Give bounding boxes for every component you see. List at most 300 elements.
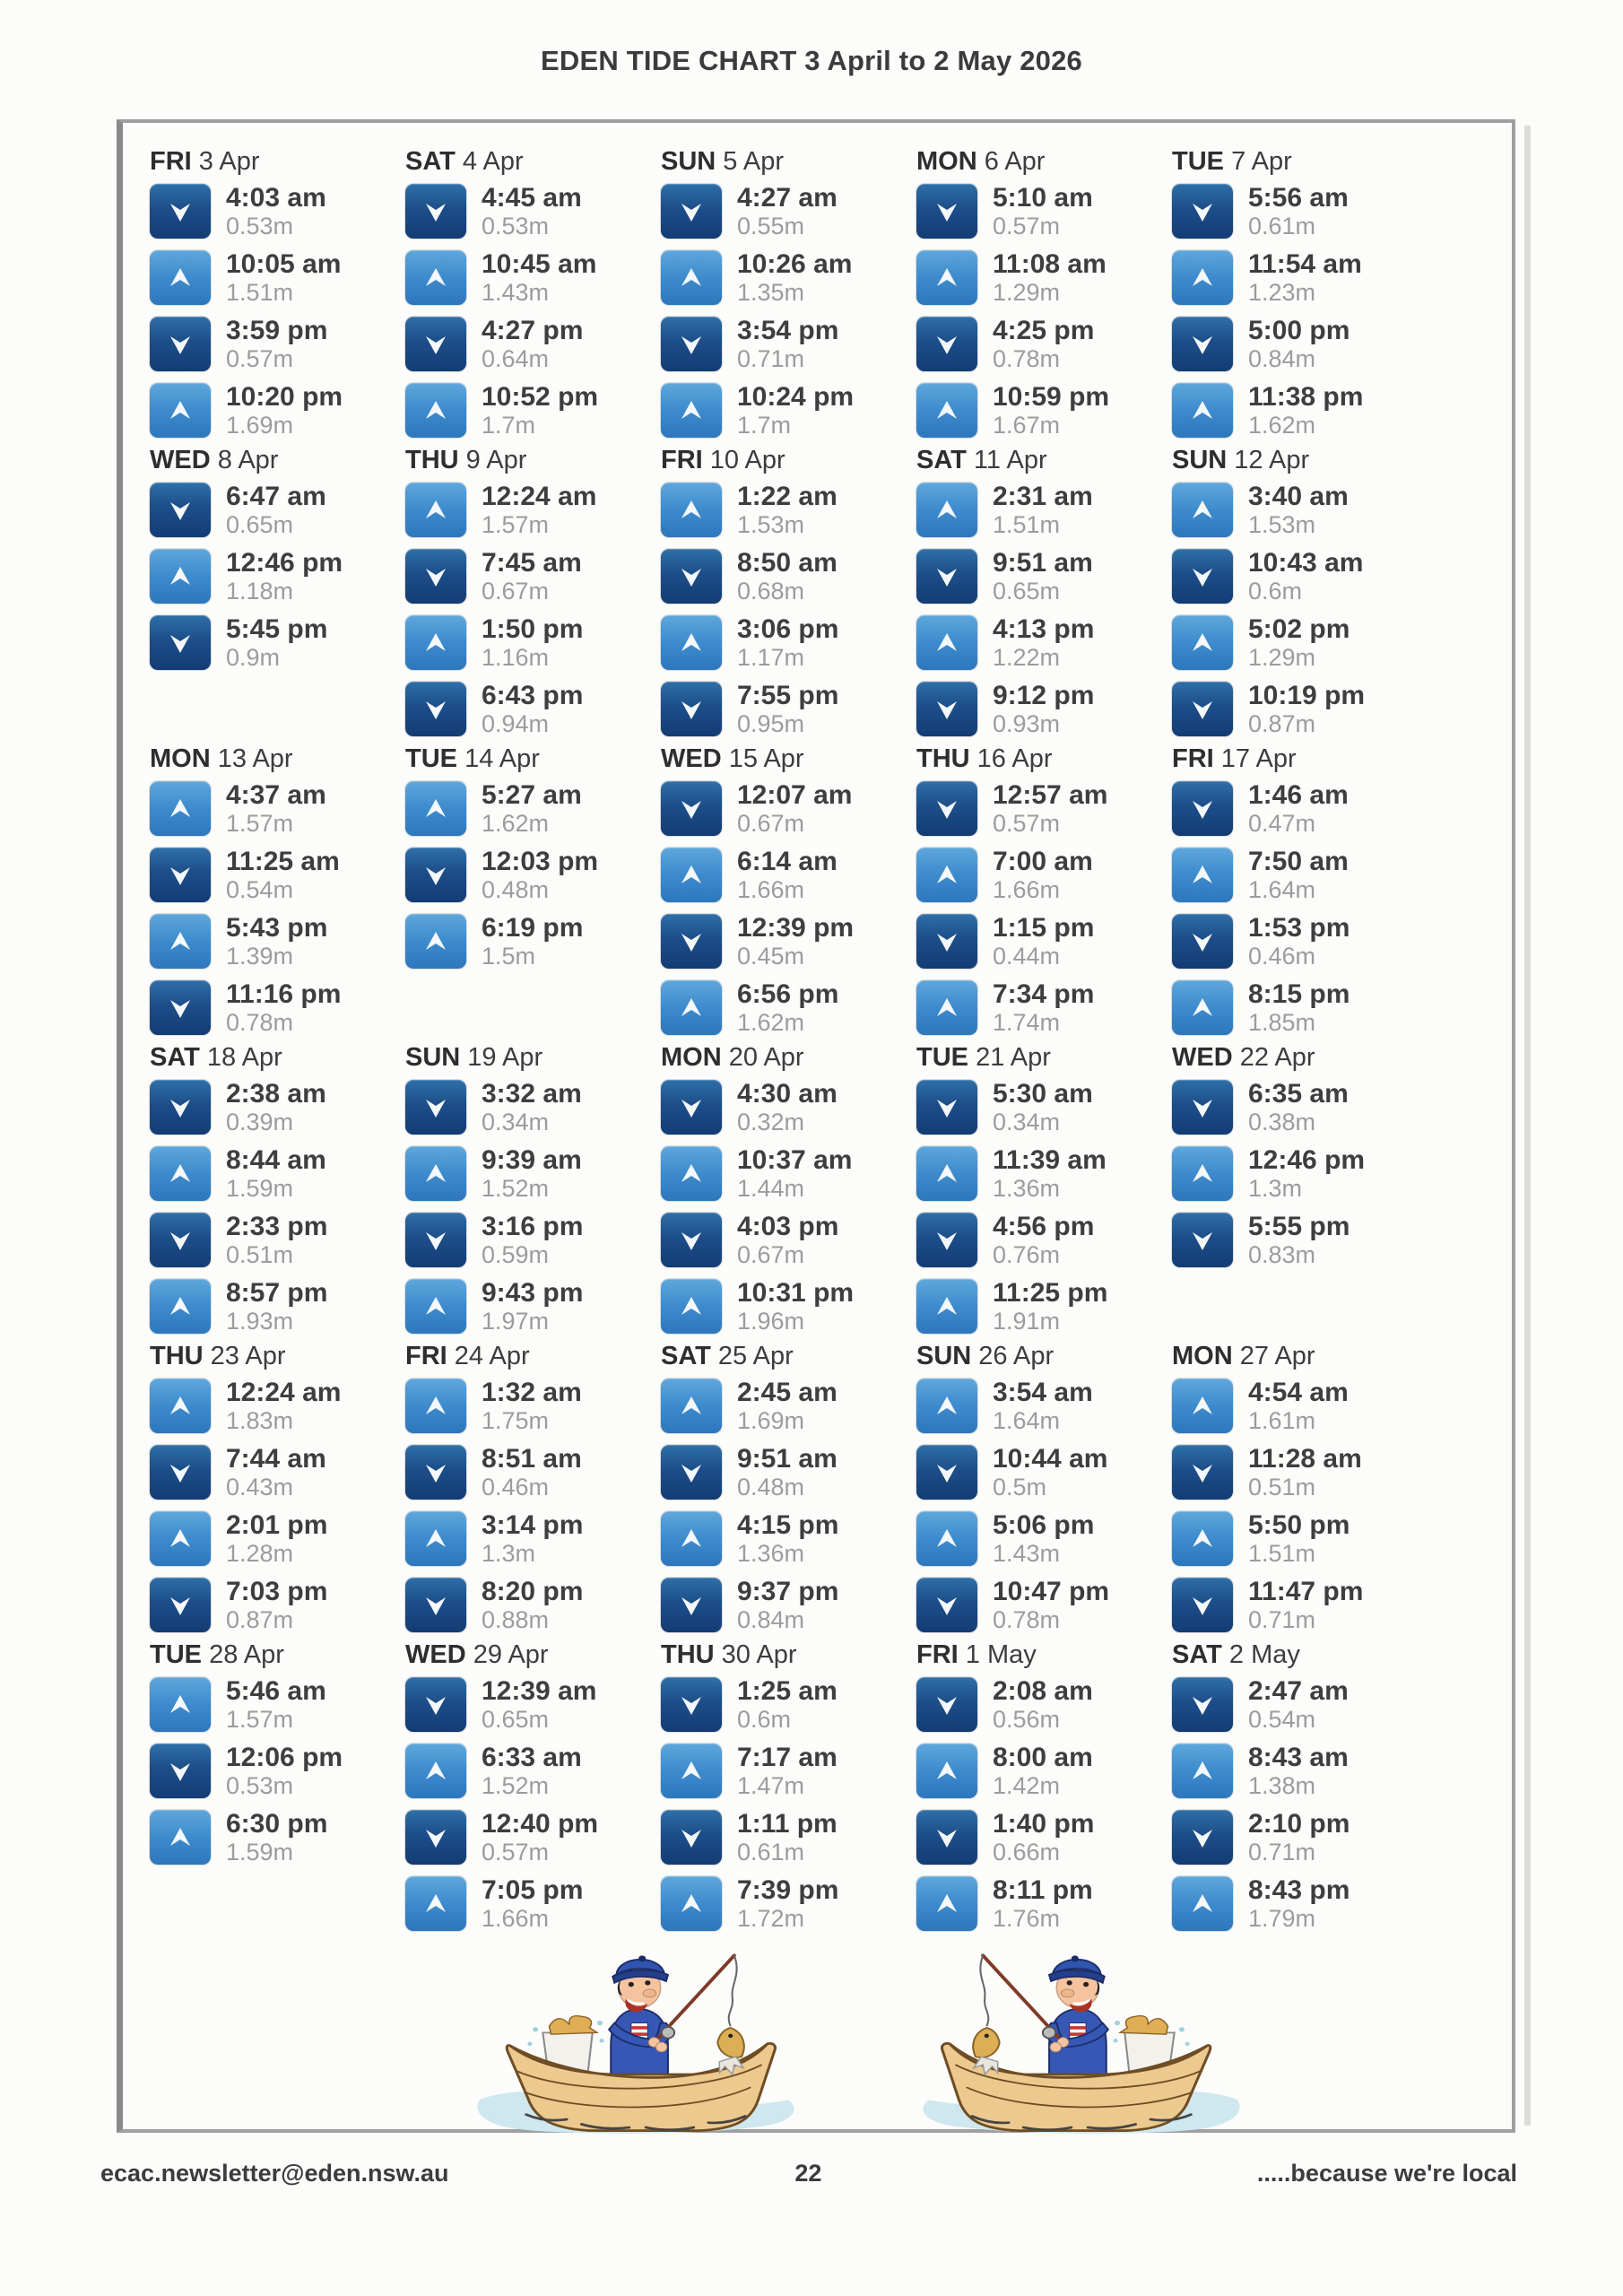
day-date: 27 Apr (1239, 1342, 1315, 1370)
tide-falling-icon (405, 1080, 466, 1135)
tide-texts (737, 249, 852, 306)
tide-time: 1:15 pm (993, 913, 1095, 943)
day-header (916, 1342, 1172, 1371)
tide-rising-icon (405, 1744, 466, 1798)
tide-texts (226, 847, 340, 903)
tide-height: 0.67m (482, 578, 550, 604)
tide-list (1172, 781, 1428, 1035)
tide-time: 3:54 am (993, 1378, 1093, 1407)
tide-texts (1248, 681, 1365, 737)
day-header (150, 744, 405, 774)
tide-texts (1248, 1145, 1365, 1202)
tide-texts (482, 482, 596, 538)
tide-time: 5:43 pm (226, 913, 328, 943)
day-cell (1172, 1640, 1428, 1939)
tide-height: 1.74m (993, 1009, 1061, 1036)
tide-list (1172, 483, 1428, 736)
day-of-week: THU (150, 1342, 204, 1370)
day-cell (916, 744, 1172, 1043)
tide-time: 11:08 am (993, 249, 1107, 279)
tide-time: 5:55 pm (1248, 1212, 1350, 1241)
tide-time: 4:54 am (1248, 1378, 1349, 1407)
tide-height: 1.7m (737, 412, 792, 439)
tide-height: 0.71m (737, 345, 805, 372)
day-header (661, 1640, 916, 1670)
tide-height: 0.67m (737, 810, 805, 837)
tide-rising-icon (1172, 483, 1233, 537)
tide-time: 4:30 am (737, 1079, 838, 1109)
tide-grid (150, 147, 1428, 1939)
tide-height: 0.51m (226, 1241, 294, 1268)
tide-falling-icon (405, 848, 466, 902)
tide-falling-icon (405, 317, 466, 371)
tide-time: 1:53 pm (1248, 913, 1350, 943)
tide-entry (1172, 914, 1428, 969)
tide-rising-icon (916, 383, 977, 438)
tide-height: 1.47m (737, 1772, 805, 1799)
tide-height: 0.71m (1248, 1839, 1316, 1866)
tide-falling-icon (150, 1080, 211, 1135)
tide-falling-icon (916, 682, 977, 736)
tide-rising-icon (661, 250, 722, 305)
tide-texts (993, 913, 1094, 970)
tide-time: 8:51 am (482, 1444, 582, 1474)
tide-height: 1.51m (993, 511, 1061, 538)
tide-time: 4:03 pm (737, 1212, 839, 1241)
tide-height: 1.66m (737, 876, 805, 903)
tide-falling-icon (405, 1213, 466, 1267)
tide-time: 9:51 am (737, 1444, 838, 1474)
tide-entry (1172, 1378, 1428, 1433)
tide-falling-icon (916, 1213, 977, 1267)
tide-texts (993, 681, 1094, 737)
tide-height: 0.39m (226, 1109, 294, 1135)
tide-texts (993, 249, 1107, 306)
day-header (1172, 446, 1428, 475)
tide-height: 0.46m (1248, 943, 1316, 970)
tide-time: 8:00 am (993, 1743, 1093, 1772)
tide-texts (1248, 614, 1350, 671)
day-of-week: THU (405, 446, 459, 474)
tide-entry (661, 250, 916, 305)
tide-list (916, 1080, 1172, 1334)
tide-texts (737, 681, 838, 737)
tide-texts (993, 1875, 1093, 1932)
tide-texts (737, 316, 838, 372)
tide-entry (661, 317, 916, 371)
tide-texts (226, 382, 343, 439)
tide-texts (1248, 1743, 1349, 1799)
tide-falling-icon (405, 1677, 466, 1732)
tide-falling-icon (150, 848, 211, 902)
tide-entry (661, 1578, 916, 1632)
tide-time: 1:22 am (737, 482, 838, 511)
tide-height: 1.62m (1248, 412, 1316, 439)
tide-falling-icon (661, 1810, 722, 1865)
tide-time: 3:40 am (1248, 482, 1349, 511)
scan-edge-shadow (1524, 126, 1531, 2126)
tide-entry (150, 1744, 405, 1798)
tide-list (405, 483, 661, 736)
tide-texts (1248, 1444, 1362, 1500)
tide-falling-icon (916, 914, 977, 969)
tide-entry (150, 1578, 405, 1632)
tide-falling-icon (405, 1445, 466, 1500)
tide-rising-icon (661, 1511, 722, 1566)
tide-texts (993, 1676, 1093, 1733)
tide-time: 7:44 am (226, 1444, 326, 1474)
tide-falling-icon (661, 1677, 722, 1732)
tide-height: 1.85m (1248, 1009, 1316, 1036)
tide-time: 10:52 pm (482, 382, 599, 412)
day-date: 22 Apr (1239, 1043, 1315, 1072)
tide-entry (916, 1146, 1172, 1201)
day-date: 1 May (965, 1640, 1037, 1669)
tide-height: 1.53m (737, 511, 805, 538)
day-header (405, 1043, 661, 1073)
day-cell (405, 744, 661, 1043)
tide-texts (226, 979, 341, 1036)
tide-height: 1.93m (226, 1308, 294, 1335)
tide-height: 1.18m (226, 578, 294, 604)
tide-texts (737, 548, 838, 604)
tide-time: 7:00 am (993, 847, 1093, 876)
tide-height: 0.53m (226, 213, 294, 239)
tide-entry (1172, 317, 1428, 371)
tide-time: 7:39 pm (737, 1875, 839, 1905)
tide-height: 1.52m (482, 1772, 550, 1799)
tide-height: 0.53m (226, 1772, 294, 1799)
tide-falling-icon (916, 1578, 977, 1632)
day-cell (150, 147, 405, 446)
tide-rising-icon (916, 1511, 977, 1566)
tide-time: 12:46 pm (1248, 1145, 1366, 1175)
tide-time: 9:37 pm (737, 1577, 839, 1606)
tide-height: 1.72m (737, 1905, 805, 1932)
tide-time: 12:39 pm (737, 913, 855, 943)
tide-list (661, 483, 916, 736)
day-header (916, 1043, 1172, 1073)
day-cell (150, 1043, 405, 1342)
tide-texts (993, 548, 1093, 604)
tide-list (661, 781, 916, 1035)
tide-entry (916, 1511, 1172, 1566)
tide-entry (1172, 1445, 1428, 1500)
tide-height: 0.94m (482, 710, 550, 737)
tide-texts (482, 316, 583, 372)
tide-time: 4:27 am (737, 183, 838, 213)
tide-entry (405, 781, 661, 836)
tide-time: 10:05 am (226, 249, 342, 279)
tide-entry (1172, 980, 1428, 1035)
tide-time: 1:46 am (1248, 780, 1349, 810)
day-cell (1172, 744, 1428, 1043)
tide-time: 3:06 pm (737, 614, 839, 644)
tide-falling-icon (916, 184, 977, 239)
tide-time: 10:20 pm (226, 382, 343, 412)
tide-rising-icon (661, 1279, 722, 1334)
tide-entry (661, 184, 916, 239)
tide-entry (150, 980, 405, 1035)
tide-time: 7:05 pm (482, 1875, 584, 1905)
tide-time: 11:39 am (993, 1145, 1107, 1175)
tide-rising-icon (150, 250, 211, 305)
tide-rising-icon (150, 1677, 211, 1732)
tide-height: 0.48m (482, 876, 550, 903)
day-date: 11 Apr (973, 446, 1047, 474)
tide-time: 4:13 pm (993, 614, 1095, 644)
day-cell (405, 1640, 661, 1939)
day-header (150, 147, 405, 177)
day-date: 24 Apr (454, 1342, 530, 1370)
tide-height: 0.44m (993, 943, 1061, 970)
tide-time: 7:03 pm (226, 1577, 328, 1606)
tide-falling-icon (150, 1213, 211, 1267)
tide-entry (150, 1810, 405, 1865)
tide-rising-icon (661, 1744, 722, 1798)
tide-entry (661, 914, 916, 969)
tide-texts (737, 1577, 838, 1633)
tide-falling-icon (150, 980, 211, 1035)
tide-texts (226, 780, 326, 837)
tide-texts (1248, 1212, 1350, 1268)
tide-rising-icon (1172, 1876, 1233, 1931)
tide-time: 10:59 pm (993, 382, 1110, 412)
tide-time: 10:47 pm (993, 1577, 1110, 1606)
tide-height: 1.36m (993, 1175, 1061, 1202)
tide-height: 0.34m (993, 1109, 1061, 1135)
tide-falling-icon (1172, 914, 1233, 969)
tide-entry (661, 1677, 916, 1732)
tide-entry (1172, 1677, 1428, 1732)
tide-time: 12:39 am (482, 1676, 597, 1706)
tide-time: 12:03 pm (482, 847, 599, 876)
tide-rising-icon (150, 1378, 211, 1433)
tide-list (150, 1677, 405, 1865)
tide-height: 0.61m (737, 1839, 805, 1866)
tide-list (916, 184, 1172, 438)
tide-time: 9:43 pm (482, 1278, 584, 1308)
tide-texts (1248, 1875, 1350, 1932)
tide-entry (1172, 1876, 1428, 1931)
tide-texts (226, 183, 326, 239)
day-of-week: FRI (1172, 744, 1214, 773)
tide-entry (1172, 250, 1428, 305)
tide-height: 1.61m (1248, 1407, 1316, 1434)
tide-texts (226, 913, 327, 970)
tide-height: 1.16m (482, 644, 550, 671)
tide-height: 0.43m (226, 1474, 294, 1500)
day-date: 9 Apr (465, 446, 527, 474)
tide-texts (737, 382, 854, 439)
day-of-week: SAT (661, 1342, 711, 1370)
tide-time: 8:20 pm (482, 1577, 584, 1606)
day-date: 13 Apr (217, 744, 293, 773)
tide-entry (405, 317, 661, 371)
tide-rising-icon (661, 383, 722, 438)
tide-height: 0.78m (226, 1009, 294, 1036)
tide-height: 1.59m (226, 1175, 294, 1202)
tide-time: 10:31 pm (737, 1278, 855, 1308)
tide-falling-icon (1172, 1810, 1233, 1865)
tide-texts (1248, 847, 1349, 903)
tide-time: 6:19 pm (482, 913, 584, 943)
footer-email: ecac.newsletter@eden.nsw.au (100, 2160, 449, 2187)
tide-time: 1:25 am (737, 1676, 838, 1706)
day-cell (661, 1640, 916, 1939)
tide-time: 8:43 pm (1248, 1875, 1350, 1905)
tide-falling-icon (1172, 549, 1233, 604)
tide-texts (993, 1743, 1093, 1799)
tide-rising-icon (916, 1744, 977, 1798)
tide-rising-icon (405, 1378, 466, 1433)
tide-time: 2:08 am (993, 1676, 1093, 1706)
day-of-week: FRI (150, 147, 192, 176)
day-header (405, 1342, 661, 1371)
tide-entry (661, 1445, 916, 1500)
tide-height: 0.88m (482, 1606, 550, 1633)
tide-texts (482, 1743, 582, 1799)
day-cell (1172, 147, 1428, 446)
day-date: 18 Apr (206, 1043, 282, 1072)
tide-height: 0.9m (226, 644, 281, 671)
day-of-week: SAT (405, 147, 456, 176)
tide-texts (1248, 482, 1349, 538)
day-of-week: FRI (405, 1342, 447, 1370)
tide-time: 1:32 am (482, 1378, 582, 1407)
tide-entry (150, 184, 405, 239)
tide-falling-icon (916, 549, 977, 604)
tide-height: 0.64m (482, 345, 550, 372)
tide-time: 2:01 pm (226, 1510, 328, 1540)
tide-time: 10:19 pm (1248, 681, 1366, 710)
page-title: EDEN TIDE CHART 3 April to 2 May 2026 (541, 45, 1082, 76)
tide-entry (405, 1146, 661, 1201)
tide-falling-icon (661, 549, 722, 604)
day-header (1172, 147, 1428, 177)
day-of-week: SAT (150, 1043, 200, 1072)
tide-entry (916, 1744, 1172, 1798)
tide-rising-icon (661, 1876, 722, 1931)
tide-falling-icon (150, 1744, 211, 1798)
day-header (661, 147, 916, 177)
tide-texts (1248, 979, 1350, 1036)
tide-texts (993, 780, 1107, 837)
tide-entry (1172, 1146, 1428, 1201)
day-cell (661, 744, 916, 1043)
tide-rising-icon (916, 1378, 977, 1433)
tide-texts (482, 1079, 582, 1135)
tide-time: 2:45 am (737, 1378, 838, 1407)
day-date: 7 Apr (1231, 147, 1292, 176)
day-of-week: THU (916, 744, 970, 773)
tide-texts (226, 1676, 326, 1733)
tide-entry (661, 682, 916, 736)
tide-time: 2:31 am (993, 482, 1093, 511)
day-of-week: MON (916, 147, 977, 176)
tide-falling-icon (1172, 1080, 1233, 1135)
tide-entry (661, 1744, 916, 1798)
tide-entry (1172, 1080, 1428, 1135)
tide-falling-icon (916, 317, 977, 371)
tide-falling-icon (150, 317, 211, 371)
day-cell (405, 147, 661, 446)
tide-time: 9:51 am (993, 548, 1093, 578)
tide-rising-icon (405, 1279, 466, 1334)
tide-list (916, 781, 1172, 1035)
tide-height: 0.71m (1248, 1606, 1316, 1633)
tide-height: 1.42m (993, 1772, 1061, 1799)
tide-texts (226, 1079, 326, 1135)
day-of-week: FRI (916, 1640, 959, 1669)
tide-time: 5:00 pm (1248, 316, 1350, 345)
tide-entry (1172, 1810, 1428, 1865)
tide-entry (916, 250, 1172, 305)
tide-texts (1248, 316, 1350, 372)
tide-height: 1.96m (737, 1308, 805, 1335)
tide-texts (482, 780, 582, 837)
tide-entry (661, 1146, 916, 1201)
tide-height: 0.32m (737, 1109, 805, 1135)
tide-chart-frame (117, 119, 1515, 2133)
tide-entry (150, 383, 405, 438)
tide-texts (226, 614, 327, 671)
tide-list (1172, 1677, 1428, 1931)
tide-height: 1.3m (482, 1540, 536, 1567)
tide-time: 11:28 am (1248, 1444, 1362, 1474)
tide-texts (1248, 1079, 1349, 1135)
tide-height: 0.84m (737, 1606, 805, 1633)
tide-list (405, 1378, 661, 1632)
tide-entry (661, 1213, 916, 1267)
tide-height: 0.59m (482, 1241, 550, 1268)
tide-texts (226, 1145, 326, 1202)
tide-time: 8:44 am (226, 1145, 326, 1175)
tide-rising-icon (405, 250, 466, 305)
day-cell (405, 1342, 661, 1640)
tide-height: 0.46m (482, 1474, 550, 1500)
day-date: 30 Apr (721, 1640, 797, 1669)
tide-time: 1:40 pm (993, 1809, 1095, 1839)
tide-entry (661, 1378, 916, 1433)
tide-time: 2:33 pm (226, 1212, 328, 1241)
tide-texts (993, 1212, 1094, 1268)
fisherman-boat-illustration-mirrored (906, 1943, 1255, 2135)
day-date: 10 Apr (709, 446, 785, 474)
tide-texts (482, 913, 583, 970)
tide-texts (1248, 780, 1349, 837)
tide-texts (737, 979, 838, 1036)
tide-entry (405, 1744, 661, 1798)
tide-entry (405, 1578, 661, 1632)
tide-texts (226, 548, 343, 604)
tide-texts (737, 847, 838, 903)
tide-height: 0.78m (993, 345, 1061, 372)
tide-list (405, 184, 661, 438)
tide-list (150, 1378, 405, 1632)
tide-list (150, 483, 405, 670)
tide-time: 9:39 am (482, 1145, 582, 1175)
tide-texts (1248, 1809, 1350, 1866)
tide-height: 0.57m (993, 810, 1061, 837)
tide-height: 0.45m (737, 943, 805, 970)
tide-texts (226, 316, 327, 372)
tide-entry (1172, 549, 1428, 604)
day-date: 8 Apr (217, 446, 279, 474)
tide-entry (916, 1876, 1172, 1931)
tide-height: 0.54m (1248, 1706, 1316, 1733)
day-header (1172, 1342, 1428, 1371)
